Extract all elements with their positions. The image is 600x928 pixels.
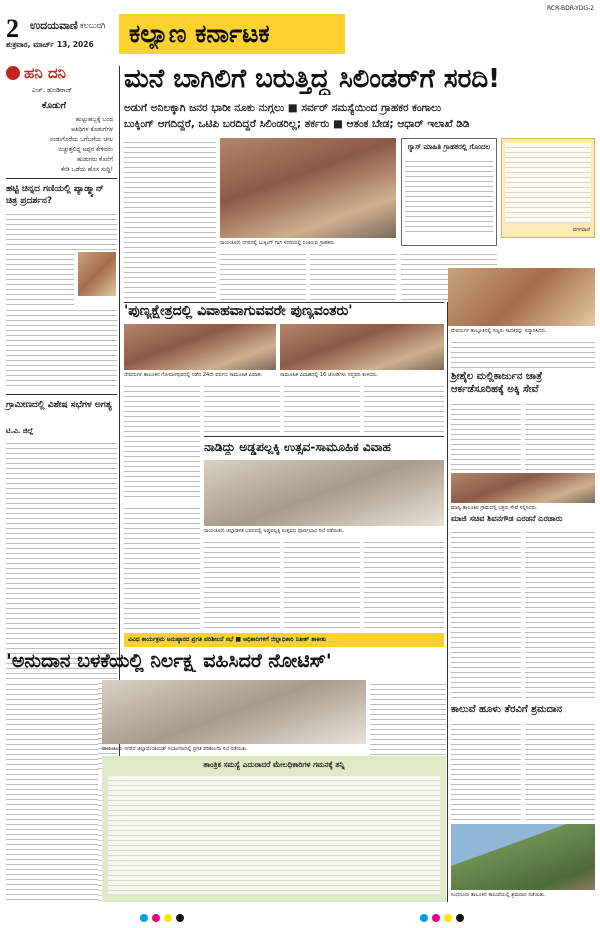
registration-mark <box>140 914 148 922</box>
story3-body-col <box>364 538 444 630</box>
lead-info-box <box>401 138 497 246</box>
ceremony-photo <box>448 268 595 326</box>
lead-yellow-box-body <box>505 143 591 223</box>
story3-photo <box>204 460 444 526</box>
sidebar-article1-body <box>6 250 74 306</box>
lead-photo-caption: ರಾಯಚೂರು ನಗರದಲ್ಲಿ ಬುಕ್ಕಿಂಗ್ ಗಾಗಿ ಸರದಿಯಲ್ಲಿ ನಿಂತಿರುವ ಗ್ರಾಹಕರು. <box>220 240 336 246</box>
right-body-col <box>451 720 521 820</box>
right-photo-mid <box>451 473 595 503</box>
poem-line: ಕೇಡಿ ಒಡೆಯ ಹೊಸ ಸುದ್ದಿ! <box>61 166 113 173</box>
registration-mark <box>420 914 428 922</box>
lead-info-box-title: ಗ್ಯಾಸ್ ಮಾಹಿತಿ ಗ್ರಾಹಕರಲ್ಲಿ ಗೊಂದಲ <box>407 143 491 151</box>
story2-photo-left <box>124 324 276 370</box>
right-caption-bottom: ಸಿಂಧನೂರು ತಾಲೂಕಿನ ಕಾಲುವೆಯಲ್ಲಿ ಶ್ರಮದಾನ ನಡೆಯಿತು. <box>451 892 546 898</box>
sidebar-article2-sub: ಟಿ.ವಿ. ಜಿಲ್ಲೆ <box>6 427 34 435</box>
registration-mark <box>456 914 464 922</box>
lead-yellow-box-note: ವರ್ಗವಾಣಿ <box>572 227 590 233</box>
story2-caption-left: ದೇವದುರ್ಗ ತಾಲೂಕಿನ ಗೋಪಾಳಪುರದಲ್ಲಿ ನಡೆದ 24ನೇ ವರ್ಷದ ಸಾಮೂಹಿಕ ವಿವಾಹ. <box>124 372 263 378</box>
story3-body-col <box>284 538 360 630</box>
color-registration-strip <box>0 910 600 928</box>
right-body <box>451 338 595 368</box>
story4-kicker: ವಿವಿಧ ಕಾರ್ಯಕ್ರಮ ಅನುಷ್ಠಾನದ ಪ್ರಗತಿ ಪರಿಶೀಲನೆ ಸಭೆ ■ ಅಧಿಕಾರಿಗಳಿಗೆ ಜಿಲ್ಲಾಧಿಕಾರಿ ನಿತೀಶ್ ತಾಕೀತು <box>128 636 327 643</box>
lead-photo <box>220 138 396 238</box>
lead-headline: ಮನೆ ಬಾಗಿಲಿಗೆ ಬರುತ್ತಿದ್ದ ಸಿಲಿಂಡರ್‌ಗೆ ಸರದಿ! <box>124 64 500 94</box>
column-author: ಎಚ್. ಡುಂಡಿರಾಜ್ <box>32 86 73 94</box>
lead-subhead-line1: ಅಡುಗೆ ಅನಿಲಕ್ಕಾಗಿ ಜನರ ಭಾರೀ ನೂಕು ನುಗ್ಗಲು ■ ಸರ್ವರ್ ಸಮಸ್ಯೆಯಿಂದ ಗ್ರಾಹಕರ ಕಂಗಾಲು <box>124 102 442 114</box>
story4-green-box <box>102 756 446 902</box>
story4-green-box-title: ತಾಂತ್ರಿಕ ಸಮಸ್ಯೆ ಎದುರಾದರೆ ಮೇಲಧಿಕಾರಿಗಳ ಗಮನಕ್ಕೆ ತನ್ನಿ <box>203 760 345 769</box>
story4-body-col <box>370 680 446 760</box>
lead-yellow-box <box>501 138 595 238</box>
canal-photo <box>451 824 595 890</box>
sidebar-article1-body <box>6 210 117 250</box>
right-body-col <box>451 400 521 470</box>
poem-line: ಹುಟ್ಟುಹಬ್ಬಕ್ಕೆ ಬಂದ <box>75 116 113 123</box>
right-caption-top: ದೇವದುರ್ಗ ತಾಲ್ಲೂಕಿನಲ್ಲಿ ಗಣ್ಯರು ಸಾಧಕರನ್ನು ಸನ್ಮಾನಿಸಿದರು. <box>451 328 548 334</box>
author-photo <box>78 252 116 296</box>
right-headline1: ಶ್ರೀಶೈಲ ಮಲ್ಲಿಕಾರ್ಜುನ ಜಾತ್ರೆ ಆರ್ಕಡೆಸೂರಿಹಕ್ಕೆ ಅಕ್ಕಿ ಸೇವೆ <box>451 371 543 395</box>
sidebar-article2-headline: ಗ್ರಾಮೀಣದಲ್ಲಿ ವಿಶೇಷ ಸಭೆಗಳ ಅಗತ್ಯ <box>6 400 112 410</box>
edition-name: ಕಲಬುರಗಿ <box>80 21 106 30</box>
section-banner <box>119 14 345 54</box>
story4-photo <box>102 680 366 744</box>
right-body-col <box>451 528 521 698</box>
page-number: 2 <box>6 14 19 43</box>
column-name: ಹನಿ ದನಿ <box>24 64 66 82</box>
registration-mark <box>164 914 172 922</box>
date-line: ಶುಕ್ರವಾರ, ಮಾರ್ಚ್ 13, 2026 <box>6 40 94 49</box>
lead-body-col <box>220 250 306 300</box>
right-body-col <box>525 720 595 820</box>
right-headline3: ಕಾಲುವೆ ಹೂಳು ತೆರವಿಗೆ ಶ್ರಮದಾನ <box>451 704 563 715</box>
lead-subhead-line2: ಬುಕ್ಕಿಂಗ್ ಆಗದಿದ್ದರೆ, ಒಟಿಪಿ ಬರದಿದ್ದರೆ ಸಿಲಿಂಡರಿಲ್ಲ; ತರ್ಕರು ■ ಆತಂಕ ಬೇಡ; ಆಧಾರ್ ಇಲಾಖೆ ಡಿಡಿ <box>124 118 470 130</box>
section-title: ಕಲ್ಯಾಣ ಕರ್ನಾಟಕ <box>129 19 270 48</box>
story4-caption: ರಾಯಚೂರು ನಗರದ ಜಿಲ್ಲಾಪಂಚಾಯತ್ ಸಭಾಂಗಣದಲ್ಲಿ ಪ್ರಗತಿ ಪರಿಶೀಲನಾ ಸಭೆ ನಡೆಯಿತು. <box>102 746 248 752</box>
story4-body-col <box>6 680 98 902</box>
poem-line: ಬಿಚ್ಚುತ್ತಲಿದ್ದ ಅಪ್ಪನ ಕೇಳಿದರು <box>58 146 113 153</box>
story2-body-col <box>284 382 360 434</box>
story3-headline: ನಾಡಿದ್ದು ಅಡ್ಡಪಲ್ಲಕ್ಕಿ ಉತ್ಸವ-ಸಾಮೂಹಿಕ ವಿವಾಹ <box>204 440 391 454</box>
divider <box>6 394 117 395</box>
poem-title: ಕೊಡುಗೆ <box>42 101 66 111</box>
poem-line: ಅತಿಥಿಗಳ ಕೊಡುಗೆಗಳ <box>71 126 113 133</box>
story2-caption-right: ಸಾಮೂಹಿಕ ವಿವಾಹದಲ್ಲಿ 16 ಜೋಡಿಗಳು ಸಪ್ತಪದಿ ತುಳಿದರು. <box>280 372 379 378</box>
print-code: RCR-BDR-YDG-2 <box>547 5 594 12</box>
right-headline2: ಮಾಜಿ ಸಚಿವ ಶಿವನಗೌಡ ಎರಡನೆ ಎರಡಾರು <box>451 514 563 523</box>
registration-mark <box>176 914 184 922</box>
lead-info-box-body <box>405 157 493 233</box>
lead-body-col <box>310 250 396 300</box>
story2-headline: 'ಪುಣ್ಯಕ್ಷೇತ್ರದಲ್ಲಿ ವಿವಾಹವಾಗುವವರೇ ಪುಣ್ಯವಂತರು' <box>124 303 353 319</box>
registration-mark <box>152 914 160 922</box>
story3-body-col <box>124 504 200 630</box>
right-caption-mid: ಮಾನ್ವಿ ತಾಲೂಕಿನ ಗ್ರಾಮದಲ್ಲಿ ಭಕ್ತರು ಸೇವೆ ಸಲ್ಲಿಸಿದರು. <box>451 505 538 511</box>
right-body-col <box>525 400 595 470</box>
divider <box>6 178 117 179</box>
story2-body-col <box>364 382 444 434</box>
registration-mark <box>432 914 440 922</box>
story4-headline: 'ಅನುದಾನ ಬಳಕೆಯಲ್ಲಿ ನಿರ್ಲಕ್ಷ್ಯ ವಹಿಸಿದರೆ ನೋಟಿಸ್' <box>6 650 332 672</box>
story4-green-box-body <box>108 776 440 894</box>
story3-caption: ರಾಯಚೂರು ಜಿಲ್ಲಾಡಳಿತ ಭವನದಲ್ಲಿ ಅಡ್ಡಪಲ್ಲಕ್ಕಿ ಉತ್ಸವದ ಪೂರ್ವಭಾವಿ ಸಭೆ ನಡೆಯಿತು. <box>204 528 344 534</box>
story2-body-col <box>124 382 200 500</box>
story3-body-col <box>204 538 280 630</box>
poem-line: ಹುಡುಗರು ಕೊನೆಗೆ <box>77 156 113 163</box>
divider <box>204 436 444 437</box>
story2-photo-right <box>280 324 444 370</box>
sidebar-article1-body <box>6 306 117 390</box>
column-rule <box>447 302 448 902</box>
paper-name: ಉದಯವಾಣಿ <box>30 19 78 32</box>
poem-line: ಉಡುಗೊರೆಯ ಬಗೆಬಗೆಯ ಚೀಲ <box>49 136 113 143</box>
story2-body-col <box>204 382 280 434</box>
lead-body-col <box>124 138 216 300</box>
poem-body <box>10 115 113 175</box>
story4-kicker-bar <box>124 633 444 647</box>
right-body-col <box>525 528 595 698</box>
column-logo-mark <box>6 66 20 80</box>
sidebar-article1-headline: ಹಟ್ಟಿ ಚಿನ್ನದ ಗಣಿಯಲ್ಲಿ ಪ್ಯಾಡ್ಮ್ಯಾನ್ ಚಿತ್ರ ಪ್ರದರ್ಶನ? <box>6 184 104 206</box>
masthead <box>0 0 600 62</box>
registration-mark <box>444 914 452 922</box>
